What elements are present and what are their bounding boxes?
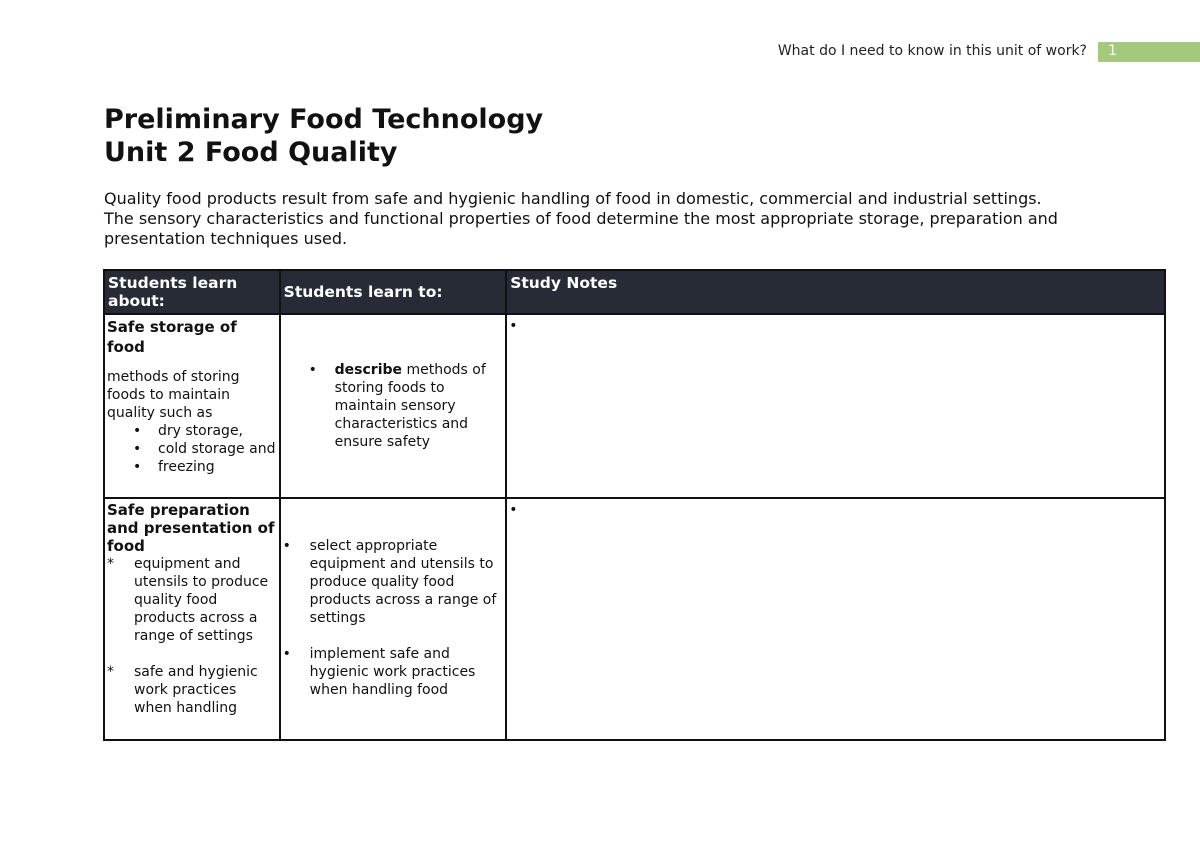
storage-list bbox=[107, 422, 277, 476]
running-header bbox=[600, 42, 1200, 62]
list-item: • dry storage, bbox=[107, 422, 277, 440]
learn-verb: describe bbox=[334, 362, 403, 378]
header-students-learn-to: Students learn to: bbox=[280, 270, 507, 314]
table-header-row bbox=[104, 270, 1165, 314]
list-item: * safe and hygienic work practices when handling bbox=[107, 663, 277, 717]
notes-bullet: • bbox=[509, 318, 518, 334]
list-item: • cold storage and bbox=[107, 440, 277, 458]
page-number-bar bbox=[1098, 42, 1200, 62]
table-row bbox=[104, 314, 1165, 498]
learn-cell bbox=[280, 314, 507, 498]
about-cell bbox=[104, 498, 280, 740]
about-text: methods of storing foods to maintain quality such as bbox=[107, 369, 240, 421]
syllabus-table bbox=[103, 269, 1166, 741]
learn-text: methods of storing foods to maintain sensory characteristics and ensure safety bbox=[334, 362, 486, 450]
list-item: • select appropriate equipment and utensils to produce quality food products across a range of settings bbox=[283, 537, 504, 627]
list-item bbox=[283, 361, 504, 451]
learn-cell bbox=[280, 498, 507, 740]
title-line-2: Unit 2 Food Quality bbox=[104, 137, 398, 168]
header-study-notes: Study Notes bbox=[506, 270, 1165, 314]
header-question: What do I need to know in this unit of work? bbox=[777, 43, 1087, 59]
study-notes-cell[interactable] bbox=[506, 314, 1165, 498]
study-notes-cell[interactable] bbox=[506, 498, 1165, 740]
page-number: 1 bbox=[1108, 43, 1117, 59]
title-line-1: Preliminary Food Technology bbox=[104, 104, 544, 135]
list-item: • implement safe and hygienic work practices when handling food bbox=[283, 645, 504, 699]
page-title bbox=[104, 103, 543, 169]
about-cell bbox=[104, 314, 280, 498]
topic-heading: Safe storage of food bbox=[107, 318, 237, 356]
learn-list bbox=[283, 537, 504, 699]
learn-list bbox=[283, 361, 504, 451]
table-row bbox=[104, 498, 1165, 740]
header-students-learn-about: Students learn about: bbox=[104, 270, 280, 314]
intro-paragraph: Quality food products result from safe and hygienic handling of food in domestic, commercial and industrial settings. The sensory characteristics and functional properties of food determine the most appropriate storage, preparation and presentation techniques used. bbox=[104, 189, 1058, 248]
list-item: • freezing bbox=[107, 458, 277, 476]
topic-heading: Safe preparation and presentation of food bbox=[107, 501, 275, 555]
list-item: * equipment and utensils to produce quality food products across a range of settings bbox=[107, 555, 277, 645]
preparation-list bbox=[107, 555, 277, 717]
notes-bullet: • bbox=[509, 502, 518, 518]
